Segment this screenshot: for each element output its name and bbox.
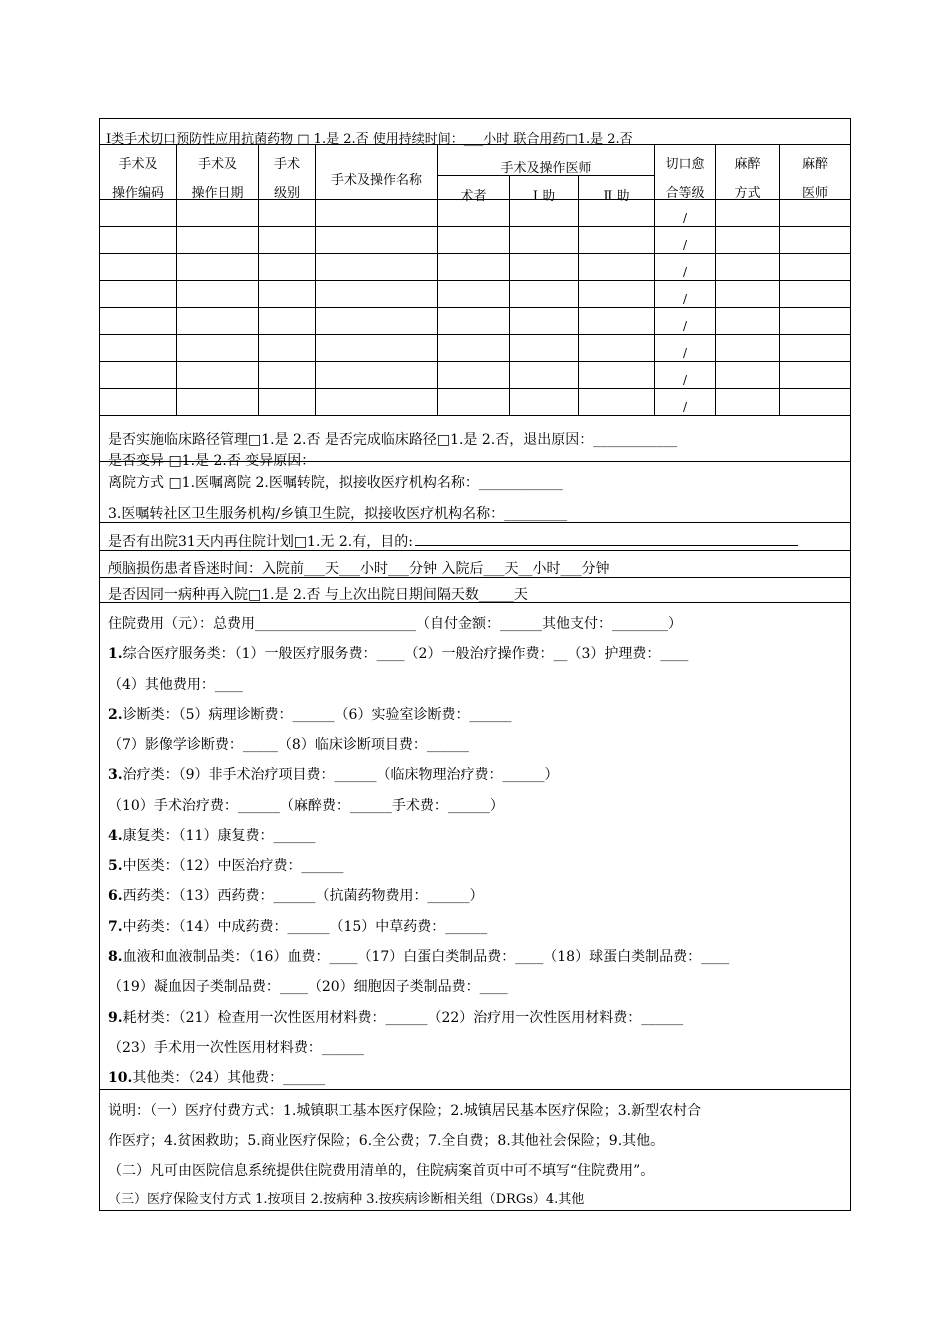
cost-category-3b: （10）手术治疗费：______（麻醉费：______手术费：______） bbox=[108, 798, 504, 814]
cost-category-3: 3.治疗类：（9）非手术治疗项目费：______（临床物理治疗费：______） bbox=[108, 767, 559, 783]
divider bbox=[100, 461, 850, 462]
divider bbox=[100, 388, 850, 389]
cost-category-7: 7.中药类：（14）中成药费：______（15）中草药费：______ bbox=[108, 919, 488, 935]
divider bbox=[100, 307, 850, 308]
divider bbox=[100, 361, 850, 362]
cost-category-10: 10.其他类：（24）其他费：______ bbox=[108, 1070, 326, 1086]
coma-time-line: 颅脑损伤患者昏迷时间：入院前___天___小时___分钟 入院后___天__小时___分钟 bbox=[108, 561, 610, 577]
clinical-path-variation: 是否变异 □1.是 2.否 变异原因： bbox=[108, 453, 316, 469]
cost-category-4: 4.康复类：（11）康复费：______ bbox=[108, 828, 316, 844]
header-name: 手术及操作名称 bbox=[330, 173, 422, 188]
divider bbox=[578, 175, 579, 415]
header-assist2: Ⅱ 助 bbox=[603, 189, 630, 204]
table-row-slash: / bbox=[682, 292, 688, 306]
header-code: 手术及 操作编码 bbox=[111, 157, 164, 201]
divider bbox=[100, 199, 850, 200]
divider bbox=[100, 577, 850, 578]
antibiotic-line: Ⅰ类手术切口预防性应用抗菌药物 □ 1.是 2.否 使用持续时间：___小时 联合用药□1.是 2.否 bbox=[106, 132, 633, 147]
header-level: 手术 级别 bbox=[273, 157, 300, 201]
cost-category-2b: （7）影像学诊断费：_____（8）临床诊断项目费：______ bbox=[108, 737, 469, 753]
cost-category-6: 6.西药类：（13）西药费：______（抗菌药物费用：______） bbox=[108, 888, 484, 904]
cost-category-9: 9.耗材类：（21）检查用一次性医用材料费：______（22）治疗用一次性医用材料费：______ bbox=[108, 1010, 684, 1026]
header-date: 手术及 操作日期 bbox=[191, 157, 244, 201]
notes-line-3: （二）凡可由医院信息系统提供住院费用清单的，住院病案首页中可不填写“住院费用”。 bbox=[108, 1163, 655, 1179]
divider bbox=[100, 253, 850, 254]
cost-category-1b: （4）其他费用：____ bbox=[108, 677, 243, 693]
table-row-slash: / bbox=[682, 346, 688, 360]
divider bbox=[100, 334, 850, 335]
cost-category-1: 1.综合医疗服务类：（1）一般医疗服务费：____（2）一般治疗操作费：__（3）护理费：____ bbox=[108, 646, 689, 662]
table-row-slash: / bbox=[682, 238, 688, 252]
table-row-slash: / bbox=[682, 211, 688, 225]
divider bbox=[100, 602, 850, 603]
header-assist1: Ⅰ 助 bbox=[532, 189, 556, 204]
header-doctors: 手术及操作医师 bbox=[500, 161, 592, 176]
clinical-path-line: 是否实施临床路径管理□1.是 2.否 是否完成临床路径□1.是 2.否，退出原因：____________ bbox=[108, 432, 678, 448]
discharge-line-1: 离院方式 □1.医嘱离院 2.医嘱转院，拟接收医疗机构名称：____________ bbox=[108, 475, 563, 491]
divider bbox=[100, 280, 850, 281]
divider bbox=[437, 175, 654, 176]
notes-line-2: 作医疗；4.贫困救助；5.商业医疗保险；6.全公费；7.全自费；8.其他社会保险；9.其他。 bbox=[108, 1133, 665, 1149]
divider bbox=[100, 226, 850, 227]
cost-category-5: 5.中医类：（12）中医治疗费：______ bbox=[108, 858, 344, 874]
divider bbox=[509, 175, 510, 415]
header-anesthesiologist: 麻醉 医师 bbox=[801, 157, 828, 201]
header-anesthesia-method: 麻醉 方式 bbox=[734, 157, 761, 201]
divider bbox=[100, 550, 850, 551]
notes-line-4: （三）医疗保险支付方式 1.按项目 2.按病种 3.按疾病诊断相关组（DRGs）4.其他 bbox=[108, 1192, 585, 1207]
cost-category-8: 8.血液和血液制品类：（16）血费：____（17）白蛋白类制品费：____（18）球蛋白类制品费：____ bbox=[108, 949, 730, 965]
header-wound: 切口愈 合等级 bbox=[665, 157, 705, 201]
table-row-slash: / bbox=[682, 319, 688, 333]
readmit-plan-line: 是否有出院31天内再住院计划□1.无 2.有，目的: bbox=[108, 531, 798, 551]
divider bbox=[100, 144, 850, 145]
divider bbox=[100, 1089, 850, 1090]
notes-line-1: 说明：（一）医疗付费方式：1.城镇职工基本医疗保险；2.城镇居民基本医疗保险；3.新型农村合 bbox=[108, 1103, 702, 1119]
divider bbox=[100, 522, 850, 523]
form-frame bbox=[99, 118, 851, 1211]
divider bbox=[100, 415, 850, 416]
table-row-slash: / bbox=[682, 373, 688, 387]
cost-category-9b: （23）手术用一次性医用材料费：______ bbox=[108, 1040, 364, 1056]
same-disease-readmit-line: 是否因同一病种再入院□1.是 2.否 与上次出院日期间隔天数_____天 bbox=[108, 587, 528, 603]
cost-category-8b: （19）凝血因子类制品费：____（20）细胞因子类制品费：____ bbox=[108, 979, 508, 995]
discharge-line-2: 3.医嘱转社区卫生服务机构/乡镇卫生院，拟接收医疗机构名称：_________ bbox=[108, 506, 568, 522]
table-row-slash: / bbox=[682, 265, 688, 279]
cost-category-2: 2.诊断类：（5）病理诊断费：______（6）实验室诊断费：______ bbox=[108, 707, 512, 723]
table-row-slash: / bbox=[682, 400, 688, 414]
total-cost-line: 住院费用（元）：总费用_______________________（自付金额：______其他支付：________） bbox=[108, 616, 682, 632]
header-surgeon: 术者 bbox=[460, 189, 487, 204]
